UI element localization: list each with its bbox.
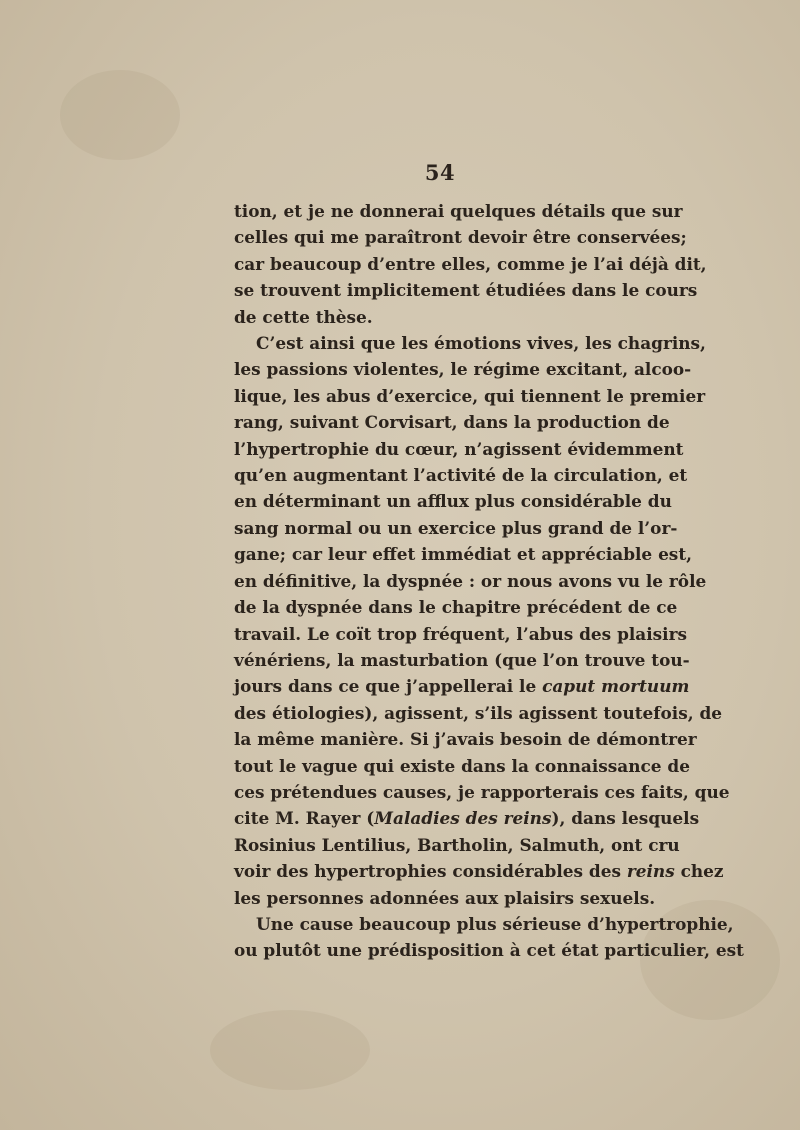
body-text	[234, 198, 744, 964]
text-segment: voir des hypertrophies considérables des	[234, 861, 627, 882]
text-segment: la même manière. Si j’avais besoin de démontrer	[234, 729, 697, 750]
text-line	[234, 251, 707, 277]
text-segment: des étiologies), agissent, s’ils agissent toutefois, de	[234, 702, 723, 723]
text-segment: les passions violentes, le régime excitant, alcoo-	[234, 359, 692, 380]
text-line	[234, 436, 684, 462]
text-line	[234, 673, 690, 699]
text-line	[234, 541, 693, 567]
text-segment: lique, les abus d’exercice, qui tiennent le premier	[234, 385, 706, 406]
text-segment: cite M. Rayer (	[234, 808, 375, 829]
text-segment: de la dyspnée dans le chapitre précédent de ce	[234, 597, 678, 618]
text-line	[234, 330, 706, 356]
text-segment: travail. Le coït trop fréquent, l’abus des plaisirs	[234, 623, 687, 644]
text-segment: jours dans ce que j’appellerai le	[234, 676, 543, 697]
text-segment: de cette thèse.	[234, 306, 373, 327]
text-line	[234, 356, 692, 382]
text-segment: C’est ainsi que les émotions vives, les chagrins,	[256, 333, 706, 354]
text-segment: se trouvent implicitement étudiées dans le cours	[234, 280, 698, 301]
text-line	[234, 462, 688, 488]
text-line	[234, 779, 730, 805]
text-line	[234, 805, 700, 831]
text-line	[234, 621, 687, 647]
text-line	[234, 409, 670, 435]
text-segment: rang, suivant Corvisart, dans la production de	[234, 412, 670, 433]
text-segment: les personnes adonnées aux plaisirs sexuels.	[234, 887, 656, 908]
text-segment: en définitive, la dyspnée : or nous avons vu le rôle	[234, 570, 707, 591]
text-segment: celles qui me paraîtront devoir être conservées;	[234, 227, 687, 248]
text-segment: l’hypertrophie du cœur, n’agissent évidemment	[234, 438, 684, 459]
text-line	[234, 568, 707, 594]
text-segment: en déterminant un afflux plus considérable du	[234, 491, 672, 512]
text-line	[234, 832, 680, 858]
text-segment: ces prétendues causes, je rapporterais ces faits, que	[234, 781, 730, 802]
text-segment: vénériens, la masturbation (que l’on trouve tou-	[234, 649, 690, 670]
text-segment: car beaucoup d’entre elles, comme je l’ai déjà dit,	[234, 253, 707, 274]
page-number: 54	[424, 160, 456, 185]
text-line	[234, 488, 672, 514]
text-segment: tion, et je ne donnerai quelques détails que sur	[234, 201, 683, 221]
text-line	[234, 858, 724, 884]
text-line	[234, 515, 678, 541]
italic-text: Maladies des reins	[374, 808, 552, 829]
paper-stain	[60, 70, 180, 160]
text-segment: Une cause beaucoup plus sérieuse d’hypertrophie,	[256, 913, 734, 934]
text-segment: gane; car leur effet immédiat et appréciable est,	[234, 544, 693, 565]
text-line	[234, 647, 690, 673]
text-line	[234, 224, 687, 250]
italic-text: caput mortuum	[542, 676, 690, 697]
text-segment: Rosinius Lentilius, Bartholin, Salmuth, ont cru	[234, 834, 680, 855]
text-line	[234, 726, 697, 752]
text-line	[234, 198, 683, 224]
text-segment: qu’en augmentant l’activité de la circulation, et	[234, 465, 688, 486]
text-line	[234, 753, 690, 779]
text-line	[234, 277, 698, 303]
text-segment: chez	[674, 861, 724, 882]
italic-text: reins	[626, 861, 675, 882]
text-line	[234, 304, 658, 330]
text-segment: tout le vague qui existe dans la connaissance de	[234, 755, 690, 776]
text-line	[234, 937, 744, 963]
text-line	[234, 700, 723, 726]
text-segment: sang normal ou un exercice plus grand de l’or-	[234, 517, 678, 538]
paper-stain	[210, 1010, 370, 1090]
text-segment: ), dans lesquels	[551, 808, 700, 829]
text-line	[234, 911, 734, 937]
text-line	[234, 594, 678, 620]
text-segment: ou plutôt une prédisposition à cet état particulier, est	[234, 940, 744, 961]
text-line	[234, 885, 658, 911]
text-line	[234, 383, 706, 409]
